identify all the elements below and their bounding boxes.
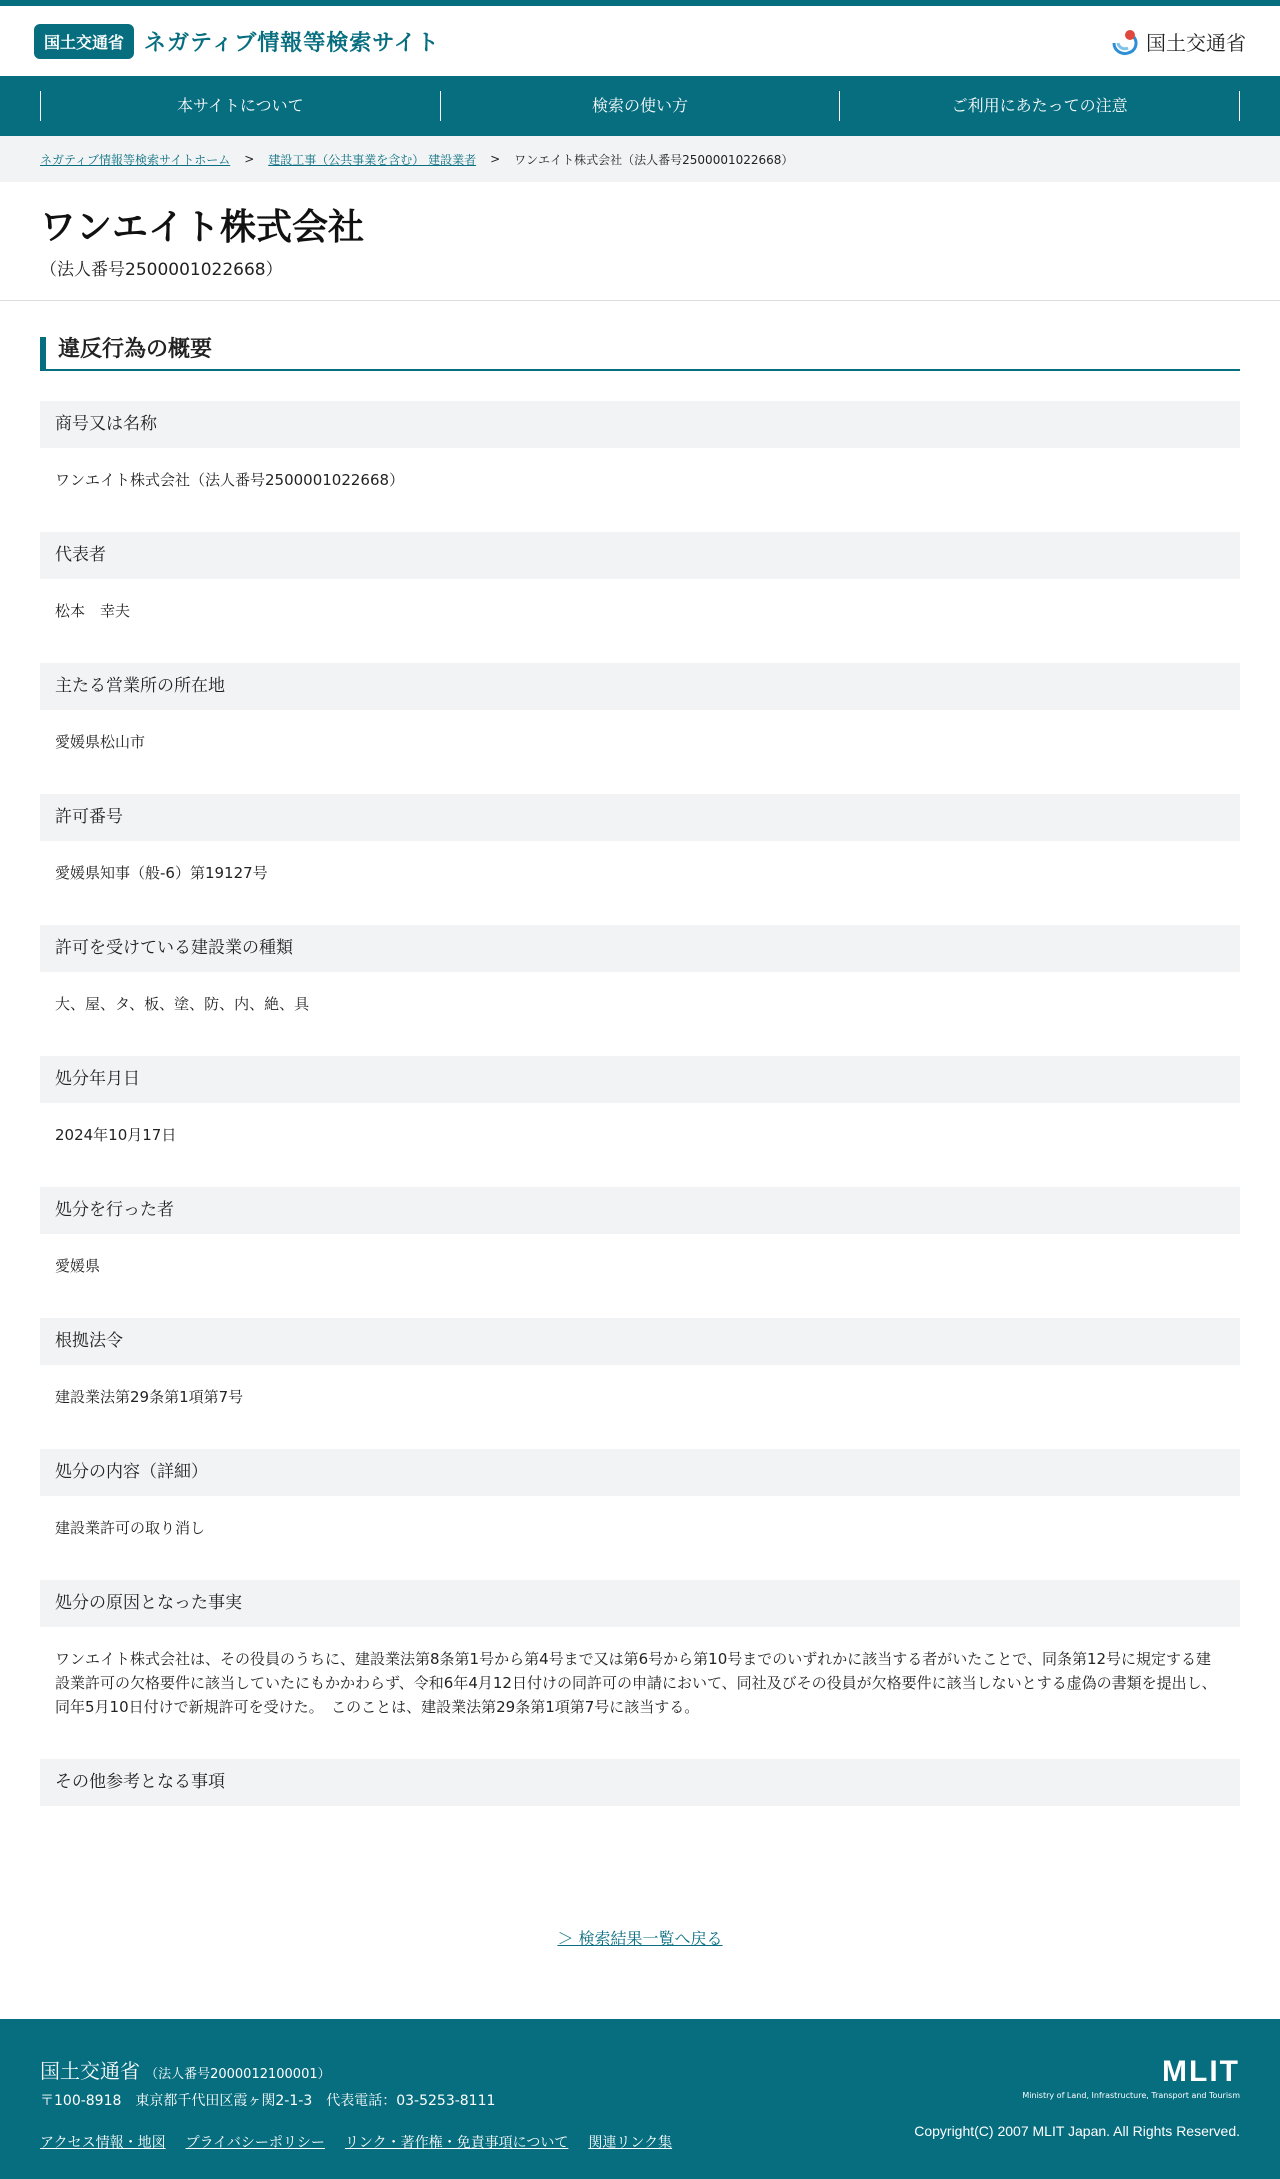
page-title: ワンエイト株式会社 [40,207,365,248]
field-label: 処分の原因となった事実 [40,1580,1240,1627]
footer-link-copyright[interactable]: リンク・著作権・免責事項について [344,2135,569,2152]
site-footer [0,2019,1280,2179]
field-value: 愛媛県知事（般-6）第19127号 [55,864,268,883]
corporate-number: （法人番号2500001022668） [40,260,283,281]
field-label: 許可番号 [40,794,1240,841]
ministry-logo-text: 国土交通省 [1146,30,1246,55]
field-label: 許可を受けている建設業の種類 [40,925,1240,972]
field-value: 大、屋、タ、板、塗、防、内、絶、具 [55,995,310,1014]
field-value: 建設業許可の取り消し [55,1519,206,1538]
field-representative [40,532,1240,643]
field-value: 建設業法第29条第1項第7号 [55,1388,244,1407]
field-disposing-authority [40,1187,1240,1298]
breadcrumb-home[interactable]: ネガティブ情報等検索サイトホーム [40,152,231,167]
field-value: 松本 幸夫 [55,602,131,621]
breadcrumb-separator: > [244,152,255,166]
field-value: ワンエイト株式会社は、その役員のうちに、建設業法第8条第1号から第4号まで又は第6号から第10号までのいずれかに該当する者がいたことで、同条第12号に規定する建設業許可の欠格要件に該当していたにもかかわらず、令和6年4月12日付けの同許可の申請において、同社及びその役員が欠格要件に該当しないとする虚偽の書類を提出し、同年5月10日付けで新規許可を受けた。 このことは、建設業法第29条第1項第7号に該当する。 [55,1650,1217,1717]
footer-link-access[interactable]: アクセス情報・地図 [40,2135,166,2152]
ministry-emblem-icon [1110,25,1142,57]
field-disposition-date [40,1056,1240,1167]
field-license-number [40,794,1240,905]
copyright: Copyright(C) 2007 MLIT Japan. All Rights Reserved. [914,2123,1240,2140]
field-value: 2024年10月17日 [55,1126,177,1145]
field-label: 主たる営業所の所在地 [40,663,1240,710]
nav-how-to-search[interactable]: 検索の使い方 [440,91,840,121]
field-head-office [40,663,1240,774]
section-divider [40,369,1240,371]
field-value: 愛媛県 [55,1257,101,1276]
field-disposition-details [40,1449,1240,1560]
field-value: ワンエイト株式会社（法人番号2500001022668） [55,471,405,490]
mlit-wordmark: MLIT [1162,2055,1240,2089]
back-link-area [40,1866,1240,2019]
footer-mlit-logo[interactable] [1022,2055,1240,2100]
footer-link-related[interactable]: 関連リンク集 [588,2135,673,2152]
field-label: 代表者 [40,532,1240,579]
page-title-area [0,182,1280,301]
mlit-tagline: Ministry of Land, Infrastructure, Transport and Tourism [1022,2091,1240,2101]
ministry-badge: 国土交通省 [34,24,134,59]
site-header [0,6,1280,76]
ministry-logo[interactable] [1110,25,1246,57]
field-trade-name [40,401,1240,512]
site-title: ネガティブ情報等検索サイト [144,30,440,56]
footer-address: 〒100-8918 東京都千代田区霞ヶ関2-1-3 代表電話：03-5253-8111 [40,2093,496,2110]
field-label: 処分の内容（詳細） [40,1449,1240,1496]
back-to-results-link[interactable]: ＞ 検索結果一覧へ戻る [557,1929,723,1949]
field-label: その他参考となる事項 [40,1759,1240,1806]
breadcrumb-current: ワンエイト株式会社（法人番号2500001022668） [514,152,794,167]
section-heading: 違反行為の概要 [40,337,1240,369]
footer-org-name: 国土交通省 [40,2059,140,2084]
field-label: 根拠法令 [40,1318,1240,1365]
nav-about[interactable]: 本サイトについて [40,91,440,121]
field-value: 愛媛県松山市 [55,733,146,752]
field-label: 処分を行った者 [40,1187,1240,1234]
site-brand[interactable] [34,24,440,59]
field-legal-basis [40,1318,1240,1429]
field-value [40,1806,1240,1846]
field-cause-facts [40,1580,1240,1739]
field-label: 処分年月日 [40,1056,1240,1103]
footer-corp-number: （法人番号2000012100001） [145,2067,331,2083]
field-label: 商号又は名称 [40,401,1240,448]
field-other-notes [40,1759,1240,1846]
main-content [0,301,1280,2019]
field-license-types [40,925,1240,1036]
main-nav [0,76,1280,136]
nav-usage-notes[interactable]: ご利用にあたっての注意 [839,91,1240,121]
breadcrumb-separator: > [490,152,501,166]
breadcrumb-category[interactable]: 建設工事（公共事業を含む） 建設業者 [268,152,477,167]
breadcrumb [0,136,1280,182]
footer-link-privacy[interactable]: プライバシーポリシー [185,2135,325,2152]
